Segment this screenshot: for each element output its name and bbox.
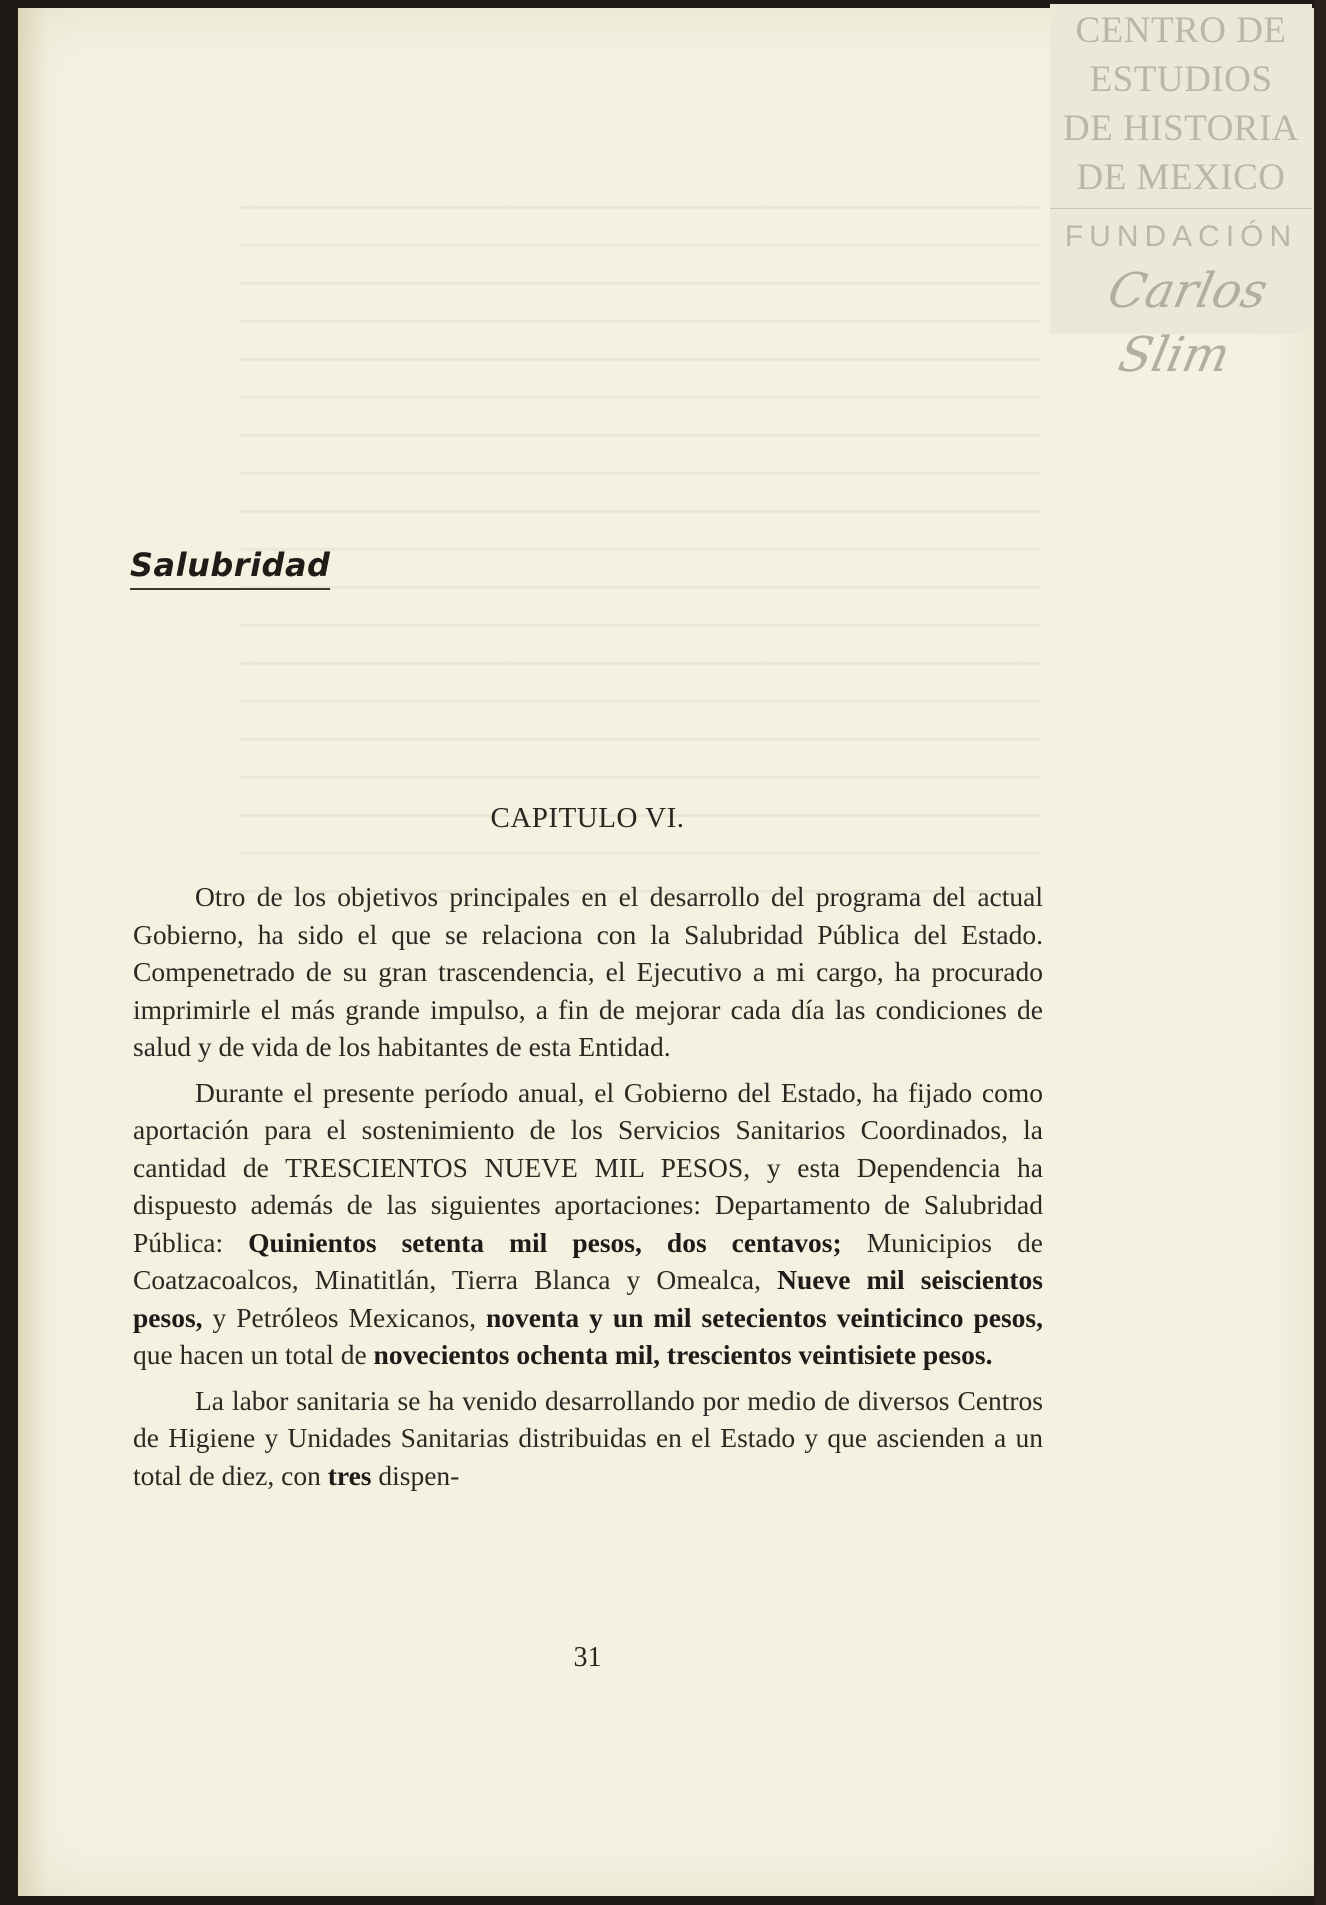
watermark-divider xyxy=(1050,208,1312,209)
section-title: Salubridad xyxy=(130,546,330,590)
watermark-line: DE HISTORIA xyxy=(1062,108,1300,149)
paragraph-text: Durante el presente período anual, el Gobierno del Estado, ha fijado como aportación para el sostenimiento de los Servicios Sanitarios Coordinados, la cantidad de TRESCIENTOS NUEVE MIL PESOS, y esta Dependencia ha dispuesto además de las siguientes aportaciones: Departamento de Salubridad Pública: xyxy=(133,1076,1043,1258)
emphasized-amount: novecientos ochenta mil, trescientos veintisiete pesos. xyxy=(373,1339,993,1370)
paragraph-text: Municipios de Coatzacoalcos, Minatitlán, Tierra Blanca y Omealca, xyxy=(133,1226,1043,1295)
binding-shadow xyxy=(18,8,46,1896)
paragraph xyxy=(133,1382,1043,1495)
emphasized-amount: noventa y un mil setecientos veinticinco pesos, xyxy=(485,1301,1043,1333)
paragraph-text: dispen- xyxy=(371,1459,460,1491)
watermark-fundacion: FUNDACIÓN xyxy=(1064,220,1298,253)
paragraph-text: La labor sanitaria se ha venido desarrollando por medio de diversos Centros de Higiene y Unidades Sanitarias distribuidas en el Estado y que ascienden a un total de diez, con xyxy=(133,1384,1043,1491)
show-through-text xyxy=(240,180,1040,900)
watermark-signature: Carlos Slim xyxy=(1103,263,1273,383)
watermark-line: CENTRO DE xyxy=(1075,10,1287,51)
watermark-line: ESTUDIOS xyxy=(1089,59,1273,100)
emphasized-amount: tres xyxy=(327,1459,372,1491)
paragraph xyxy=(133,878,1043,1066)
emphasized-amount: Quinientos setenta mil pesos, dos centavos; xyxy=(248,1226,842,1258)
paragraph-text: Otro de los objetivos principales en el desarrollo del programa del actual Gobierno, ha sido el que se relaciona con la Salubridad Pública del Estado. Compenetrado de su gran trascendencia, el Ejecutivo a mi cargo, ha procurado imprimirle el más grande impulso, a fin de mejorar cada día las condiciones de salud y de vida de los habitantes de esta Entidad. xyxy=(133,881,1043,1062)
watermark-line: DE MEXICO xyxy=(1076,157,1286,198)
emphasized-amount: Nueve mil seiscientos pesos, xyxy=(133,1264,1043,1333)
chapter-heading: CAPITULO VI. xyxy=(490,802,685,834)
page-number: 31 xyxy=(573,1642,602,1673)
paragraph-text: que hacen un total de xyxy=(133,1339,374,1370)
paragraph-text: y Petróleos Mexicanos, xyxy=(202,1301,486,1333)
body-text xyxy=(133,878,1043,1502)
paragraph xyxy=(133,1074,1043,1374)
watermark xyxy=(1050,4,1312,383)
